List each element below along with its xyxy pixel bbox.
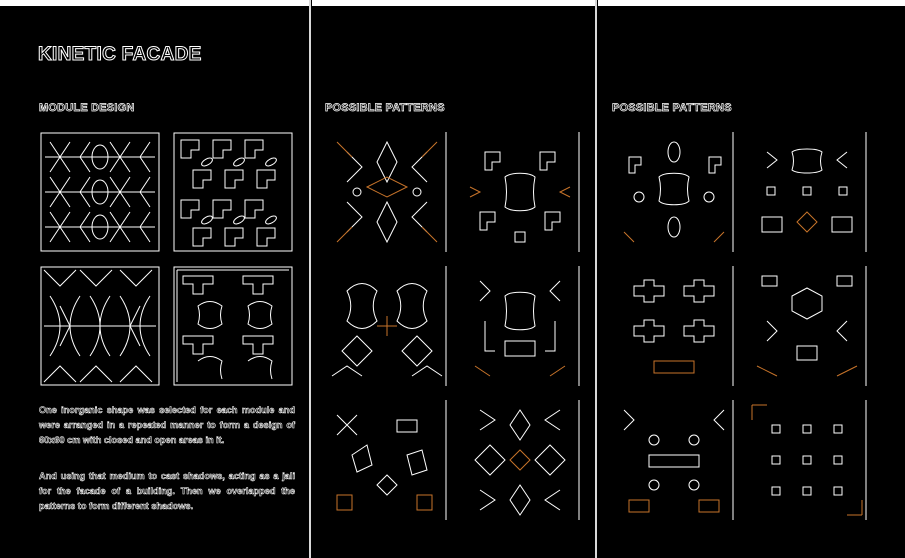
module-tile-2	[173, 132, 293, 252]
page-title: KINETIC FACADE	[38, 44, 202, 65]
module-tile-3	[40, 266, 160, 386]
description-paragraph-1: One inorganic shape was selected for each module and were arranged in a repeated manner to form a design of 60x60 cm with closed and open areas in it.	[39, 405, 295, 446]
description-paragraph-2: And using that medium to cast shadows, acting as a jali for the facade of a building. Then we overlapped the patterns to form different shadows.	[39, 471, 295, 512]
pattern-r-6	[747, 400, 867, 520]
module-design-heading: MODULE DESIGN	[39, 102, 135, 114]
pattern-r-1	[614, 132, 734, 252]
pattern-r-4	[747, 266, 867, 386]
module-tile-1	[40, 132, 160, 252]
pattern-m-4	[460, 266, 580, 386]
module-tile-4	[173, 266, 293, 386]
top-edge-left	[0, 0, 309, 6]
pattern-m-1	[327, 132, 447, 252]
pattern-r-3	[614, 266, 734, 386]
pattern-m-5	[327, 400, 447, 520]
pattern-m-2	[460, 132, 580, 252]
pattern-m-3	[327, 266, 447, 386]
top-edge-right	[598, 0, 905, 6]
pattern-r-5	[614, 400, 734, 520]
possible-patterns-heading-2: POSSIBLE PATTERNS	[612, 102, 732, 114]
pattern-r-2	[747, 132, 867, 252]
panel-divider-left	[309, 0, 311, 558]
possible-patterns-heading-1: POSSIBLE PATTERNS	[325, 102, 445, 114]
panel-divider-right	[595, 0, 597, 558]
top-edge-middle	[312, 0, 595, 6]
pattern-m-6	[460, 400, 580, 520]
